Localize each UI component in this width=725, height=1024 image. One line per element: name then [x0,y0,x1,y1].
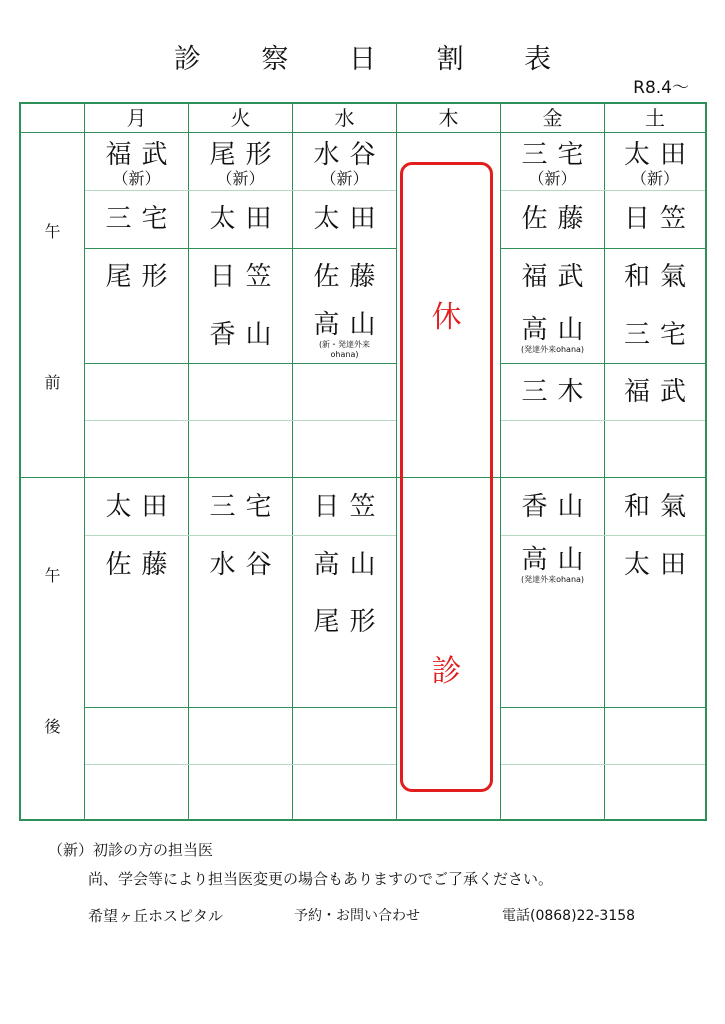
new-patient-note: （新） [112,169,161,188]
new-patient-note: （新） [528,169,577,188]
divider-afternoon-row-3 [85,764,396,765]
doctor-name: 三宅 [521,140,594,170]
sat-morning-4 [605,377,705,407]
divider-afternoon-row-1 [85,535,396,536]
morning-label-2: 前 [44,373,61,392]
wed-morning-3b [293,310,396,360]
divider-afternoon-row-2 [85,707,396,708]
mon-morning-3 [85,262,188,292]
doctor-name: 太田 [313,204,386,234]
phone-number: 電話(0868)22-3158 [502,908,636,924]
doctor-name: 太田 [105,492,178,522]
wed-morning-1 [293,140,396,188]
new-patient-legend: （新）初診の方の担当医 [48,841,214,859]
doctor-name: 三宅 [623,320,696,350]
doctor-name: 佐藤 [105,550,178,580]
fri-morning-1 [501,140,604,188]
fri-afternoon-1 [501,492,604,522]
doctor-name: 太田 [623,550,696,580]
new-patient-note: （新） [630,169,679,188]
tue-morning-3b [189,320,292,350]
doctor-name: 日笠 [313,492,386,522]
footer [0,841,725,941]
effective-date-label: R8.4～ [633,78,689,98]
doctor-name: 佐藤 [521,204,594,234]
hospital-name: 希望ヶ丘ホスピタル [88,907,224,925]
doctor-name: 福武 [623,377,696,407]
doctor-name: 三宅 [105,204,178,234]
tue-afternoon-2 [189,550,292,580]
doctor-name: 福武 [521,262,594,292]
divider-morning-row-2 [85,248,396,249]
doctor-name: 太田 [623,140,696,170]
schedule-table [19,102,707,821]
doctor-name: 三宅 [209,492,282,522]
change-notice: 尚、学会等により担当医変更の場合もありますのでご了承ください。 [88,870,554,888]
day-header-tue: 火 [230,106,251,130]
mon-afternoon-2 [85,550,188,580]
doctor-name: 高山 [313,550,386,580]
day-header-fri: 金 [542,106,563,130]
thursday-closed-box [400,162,493,792]
day-header-thu: 木 [438,106,459,130]
divider-afternoon-row-2b [501,707,705,708]
doctor-name: 尾形 [313,607,386,637]
closed-label-bottom: 診 [431,654,462,689]
doctor-name: 三木 [521,377,594,407]
sat-morning-3 [605,262,705,292]
fri-morning-3 [501,262,604,292]
divider-morning-row-2b [501,248,705,249]
reservation-label: 予約・お問い合わせ [294,908,420,924]
doctor-name: 和氣 [623,262,696,292]
fri-morning-4 [501,377,604,407]
doctor-name: 日笠 [623,204,696,234]
tue-afternoon-1 [189,492,292,522]
afternoon-label-2: 後 [44,717,61,736]
fri-afternoon-2 [501,545,604,585]
doctor-name: 高山 [521,315,594,345]
tue-morning-1 [189,140,292,188]
sat-afternoon-1 [605,492,705,522]
afternoon-label-1: 午 [44,566,61,585]
closed-label-top: 休 [431,300,462,335]
mon-afternoon-1 [85,492,188,522]
sat-morning-2 [605,204,705,234]
divider-col-4 [396,104,397,819]
doctor-name: 和氣 [623,492,696,522]
divider-morning-row-1b [501,190,705,191]
sat-morning-1 [605,140,705,188]
doctor-name: 水谷 [209,550,282,580]
morning-label-1: 午 [44,222,61,241]
divider-afternoon-row-1b [501,535,705,536]
page-title: 診 察 日 割 表 [173,44,578,75]
tue-morning-2 [189,204,292,234]
special-clinic-note: (新・発達外来 [318,340,371,349]
wed-morning-3 [293,262,396,292]
wed-afternoon-2 [293,550,396,580]
mon-morning-1 [85,140,188,188]
wed-afternoon-3 [293,607,396,637]
special-clinic-note: (発達外来ohana) [520,575,585,584]
fri-morning-3b [501,315,604,355]
divider-afternoon-row-3b [501,764,705,765]
fri-morning-2 [501,204,604,234]
doctor-name: 尾形 [105,262,178,292]
day-header-mon: 月 [126,106,147,130]
divider-morning-row-4b [501,420,705,421]
doctor-name: 太田 [209,204,282,234]
divider-morning-row-3b [501,363,705,364]
doctor-name: 高山 [521,545,594,575]
divider-morning-row-4 [85,420,396,421]
doctor-name: 日笠 [209,262,282,292]
tue-morning-3 [189,262,292,292]
special-clinic-note: ohana) [330,350,359,359]
divider-header [21,132,705,133]
mon-morning-2 [85,204,188,234]
wed-morning-2 [293,204,396,234]
doctor-name: 高山 [313,310,386,340]
divider-morning-row-1 [85,190,396,191]
day-header-sat: 土 [645,106,665,130]
doctor-name: 香山 [521,492,594,522]
special-clinic-note: (発達外来ohana) [520,345,585,354]
day-header-wed: 水 [334,106,355,130]
new-patient-note: （新） [320,169,369,188]
new-patient-note: （新） [216,169,265,188]
doctor-name: 福武 [105,140,178,170]
sat-morning-3b [605,320,705,350]
doctor-name: 佐藤 [313,262,386,292]
doctor-name: 尾形 [209,140,282,170]
wed-afternoon-1 [293,492,396,522]
divider-session [21,477,705,478]
doctor-name: 香山 [209,320,282,350]
divider-morning-row-3 [85,363,396,364]
sat-afternoon-2 [605,550,705,580]
doctor-name: 水谷 [313,140,386,170]
